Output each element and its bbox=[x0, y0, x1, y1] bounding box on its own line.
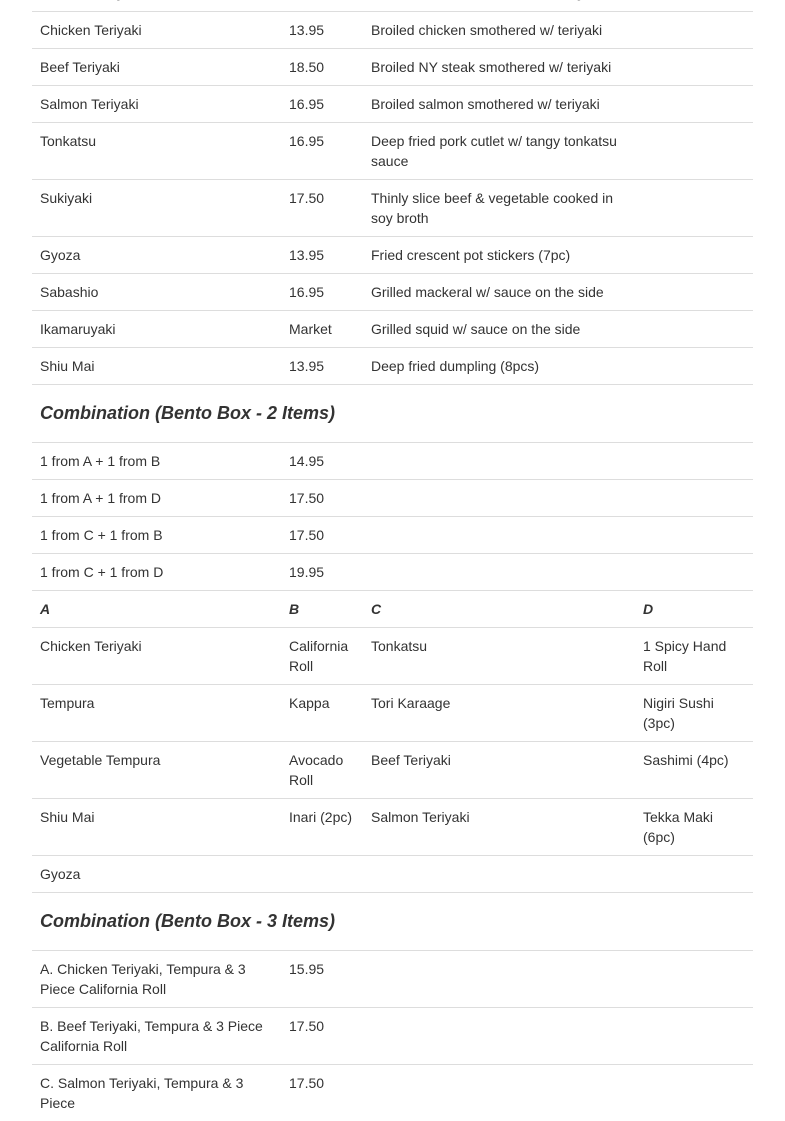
item-price bbox=[281, 0, 363, 12]
table-row bbox=[32, 274, 753, 311]
combo-option: A. Chicken Teriyaki, Tempura & 3 Piece California Roll bbox=[32, 951, 281, 1008]
item-price: 13.95 bbox=[281, 237, 363, 274]
item-price: 16.95 bbox=[281, 86, 363, 123]
table-row bbox=[32, 480, 753, 517]
empty-cell bbox=[635, 86, 753, 123]
empty-cell bbox=[635, 951, 753, 1008]
group-item: Nigiri Sushi (3pc) bbox=[635, 685, 753, 742]
table-row bbox=[32, 742, 753, 799]
group-item: Salmon Teriyaki bbox=[363, 799, 635, 856]
group-item: Tori Karaage bbox=[363, 685, 635, 742]
group-item: Beef Teriyaki bbox=[363, 742, 635, 799]
group-item bbox=[363, 856, 635, 893]
empty-cell bbox=[635, 443, 753, 480]
combo-price: 17.50 bbox=[281, 1065, 363, 1121]
empty-cell bbox=[363, 480, 635, 517]
table-row bbox=[32, 517, 753, 554]
combo-option: C. Salmon Teriyaki, Tempura & 3 Piece bbox=[32, 1065, 281, 1121]
empty-cell bbox=[635, 123, 753, 180]
table-row bbox=[32, 348, 753, 385]
empty-cell bbox=[635, 1008, 753, 1065]
table-row bbox=[32, 443, 753, 480]
item-price: 16.95 bbox=[281, 274, 363, 311]
table-row bbox=[32, 49, 753, 86]
combo-price: 14.95 bbox=[281, 443, 363, 480]
menu-content bbox=[32, 0, 753, 1121]
group-item bbox=[281, 856, 363, 893]
empty-cell bbox=[363, 1008, 635, 1065]
group-item: Inari (2pc) bbox=[281, 799, 363, 856]
item-price: 16.95 bbox=[281, 123, 363, 180]
empty-cell bbox=[635, 554, 753, 591]
group-item: Shiu Mai bbox=[32, 799, 281, 856]
table-row bbox=[32, 311, 753, 348]
table-row bbox=[32, 237, 753, 274]
table-row bbox=[32, 1008, 753, 1065]
empty-cell bbox=[363, 951, 635, 1008]
group-header: A bbox=[32, 591, 281, 628]
item-name: Sabashio bbox=[32, 274, 281, 311]
group-item: Kappa bbox=[281, 685, 363, 742]
item-name: Chicken Teriyaki bbox=[32, 12, 281, 49]
combo-option: B. Beef Teriyaki, Tempura & 3 Piece California Roll bbox=[32, 1008, 281, 1065]
item-price: 17.50 bbox=[281, 180, 363, 237]
table-row bbox=[32, 685, 753, 742]
item-description: Grilled squid w/ sauce on the side bbox=[363, 311, 635, 348]
item-description: Fried crescent pot stickers (7pc) bbox=[363, 237, 635, 274]
group-item: Avocado Roll bbox=[281, 742, 363, 799]
group-item: Vegetable Tempura bbox=[32, 742, 281, 799]
group-item: Tekka Maki (6pc) bbox=[635, 799, 753, 856]
empty-cell bbox=[363, 517, 635, 554]
group-header: B bbox=[281, 591, 363, 628]
item-description: Broiled salmon smothered w/ teriyaki bbox=[363, 86, 635, 123]
item-name: Shiu Mai bbox=[32, 348, 281, 385]
empty-cell bbox=[635, 237, 753, 274]
combo-option: 1 from C + 1 from B bbox=[32, 517, 281, 554]
table-row bbox=[32, 554, 753, 591]
item-price: 13.95 bbox=[281, 348, 363, 385]
group-header: C bbox=[363, 591, 635, 628]
combo-price: 15.95 bbox=[281, 951, 363, 1008]
item-description bbox=[363, 0, 635, 12]
item-name: Salmon Teriyaki bbox=[32, 86, 281, 123]
item-description: Broiled NY steak smothered w/ teriyaki bbox=[363, 49, 635, 86]
item-name: Beef Teriyaki bbox=[32, 49, 281, 86]
item-name: Tonkatsu bbox=[32, 123, 281, 180]
group-item: Gyoza bbox=[32, 856, 281, 893]
table-row bbox=[32, 12, 753, 49]
empty-cell bbox=[635, 517, 753, 554]
empty-cell bbox=[363, 443, 635, 480]
menu-table bbox=[32, 0, 753, 1121]
item-name: Sukiyaki bbox=[32, 180, 281, 237]
combo-option: 1 from C + 1 from D bbox=[32, 554, 281, 591]
item-description: Deep fried pork cutlet w/ tangy tonkatsu sauce bbox=[363, 123, 635, 180]
empty-cell bbox=[635, 1065, 753, 1121]
table-row bbox=[32, 628, 753, 685]
combo-price: 17.50 bbox=[281, 480, 363, 517]
combo-group-header bbox=[32, 591, 753, 628]
section-title: Combination (Bento Box - 2 Items) bbox=[32, 385, 753, 443]
empty-cell bbox=[363, 554, 635, 591]
table-row bbox=[32, 856, 753, 893]
empty-cell bbox=[635, 12, 753, 49]
item-description: Deep fried dumpling (8pcs) bbox=[363, 348, 635, 385]
item-name: Ikamaruyaki bbox=[32, 311, 281, 348]
combo-option: 1 from A + 1 from D bbox=[32, 480, 281, 517]
empty-cell bbox=[363, 1065, 635, 1121]
empty-cell bbox=[635, 311, 753, 348]
empty-cell bbox=[635, 274, 753, 311]
empty-cell bbox=[635, 49, 753, 86]
table-row bbox=[32, 86, 753, 123]
item-price: 13.95 bbox=[281, 12, 363, 49]
empty-cell bbox=[635, 348, 753, 385]
item-price: 18.50 bbox=[281, 49, 363, 86]
section-title: Combination (Bento Box - 3 Items) bbox=[32, 893, 753, 951]
table-row bbox=[32, 1065, 753, 1121]
group-item bbox=[635, 856, 753, 893]
section-title-combo-3 bbox=[32, 893, 753, 951]
group-item: California Roll bbox=[281, 628, 363, 685]
section-title-combo-2 bbox=[32, 385, 753, 443]
item-description: Grilled mackeral w/ sauce on the side bbox=[363, 274, 635, 311]
table-row bbox=[32, 180, 753, 237]
group-item: Sashimi (4pc) bbox=[635, 742, 753, 799]
combo-price: 17.50 bbox=[281, 1008, 363, 1065]
group-item: Tempura bbox=[32, 685, 281, 742]
item-description: Thinly slice beef & vegetable cooked in soy broth bbox=[363, 180, 635, 237]
combo-option: 1 from A + 1 from B bbox=[32, 443, 281, 480]
item-extra bbox=[635, 0, 753, 12]
table-row-partial bbox=[32, 0, 753, 12]
group-header: D bbox=[635, 591, 753, 628]
table-row bbox=[32, 123, 753, 180]
combo-price: 19.95 bbox=[281, 554, 363, 591]
item-name: Gyoza bbox=[32, 237, 281, 274]
empty-cell bbox=[635, 480, 753, 517]
item-price: Market bbox=[281, 311, 363, 348]
group-item: Tonkatsu bbox=[363, 628, 635, 685]
combo-price: 17.50 bbox=[281, 517, 363, 554]
item-description: Broiled chicken smothered w/ teriyaki bbox=[363, 12, 635, 49]
group-item: Chicken Teriyaki bbox=[32, 628, 281, 685]
table-row bbox=[32, 799, 753, 856]
group-item: 1 Spicy Hand Roll bbox=[635, 628, 753, 685]
table-row bbox=[32, 951, 753, 1008]
empty-cell bbox=[635, 180, 753, 237]
item-name bbox=[32, 0, 281, 12]
